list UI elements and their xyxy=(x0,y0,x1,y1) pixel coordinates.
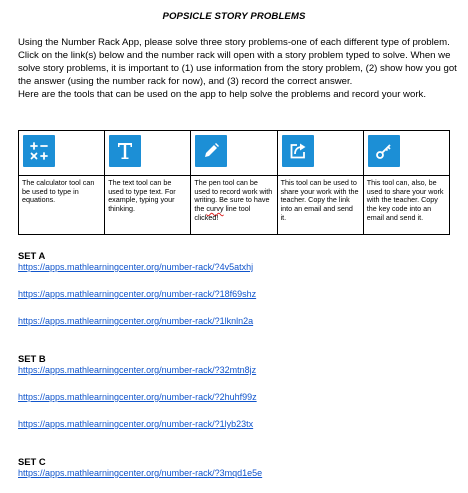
pen-tool-description: The pen tool can be used to record work with writing. Be sure to have the curvy line tool clicked! xyxy=(191,176,277,235)
tools-table xyxy=(18,130,450,235)
share-tool-description: This tool can be used to share your work with the teacher. Copy the link into an email and send it. xyxy=(277,176,363,235)
set-a-link-2[interactable]: https://apps.mathlearningcenter.org/number-rack/?18f69shz xyxy=(18,289,257,299)
set-a-link-1[interactable]: https://apps.mathlearningcenter.org/number-rack/?4v5atxhj xyxy=(18,262,254,272)
set-c-link-1[interactable]: https://apps.mathlearningcenter.org/number-rack/?3mqd1e5e xyxy=(18,468,263,478)
document-title: POPSICLE STORY PROBLEMS xyxy=(162,11,306,22)
set-b-link-2[interactable]: https://apps.mathlearningcenter.org/number-rack/?2huhf99z xyxy=(18,392,257,402)
intro-paragraph: Using the Number Rack App, please solve three story problems-one of each different type of problem. Click on the link(s) below and the number rack will open with a story problem typed to solve. When we solve story problems, it is important to (1) use information from the story problem, (2) show how you got the answer (using the number rack for now), and (3) record the correct answer. xyxy=(18,37,457,88)
key-tool-description: This tool can, also, be used to share your work with the teacher. Copy the key code into an email and send it. xyxy=(363,176,449,235)
set-b-heading: SET B xyxy=(18,353,46,364)
set-a-heading: SET A xyxy=(18,250,46,261)
text-tool-icon xyxy=(109,135,141,167)
text-tool-description: The text tool can be used to type text. For example, typing your thinking. xyxy=(105,176,191,235)
key-icon xyxy=(368,135,400,167)
intro-tools-paragraph: Here are the tools that can be used on the app to help solve the problems and record your work. xyxy=(18,89,426,101)
calculator-icon xyxy=(23,135,55,167)
set-c-heading: SET C xyxy=(18,456,46,467)
set-b-link-3[interactable]: https://apps.mathlearningcenter.org/number-rack/?1lyb23tx xyxy=(18,419,254,429)
share-icon xyxy=(282,135,314,167)
pen-icon xyxy=(195,135,227,167)
curvy-word: curvy xyxy=(206,204,224,214)
set-b-link-1[interactable]: https://apps.mathlearningcenter.org/number-rack/?32mtn8jz xyxy=(18,365,257,375)
calculator-tool-description: The calculator tool can be used to type in equations. xyxy=(19,176,105,235)
intro-text xyxy=(18,36,458,101)
set-a-link-3[interactable]: https://apps.mathlearningcenter.org/number-rack/?1lknln2a xyxy=(18,316,254,326)
